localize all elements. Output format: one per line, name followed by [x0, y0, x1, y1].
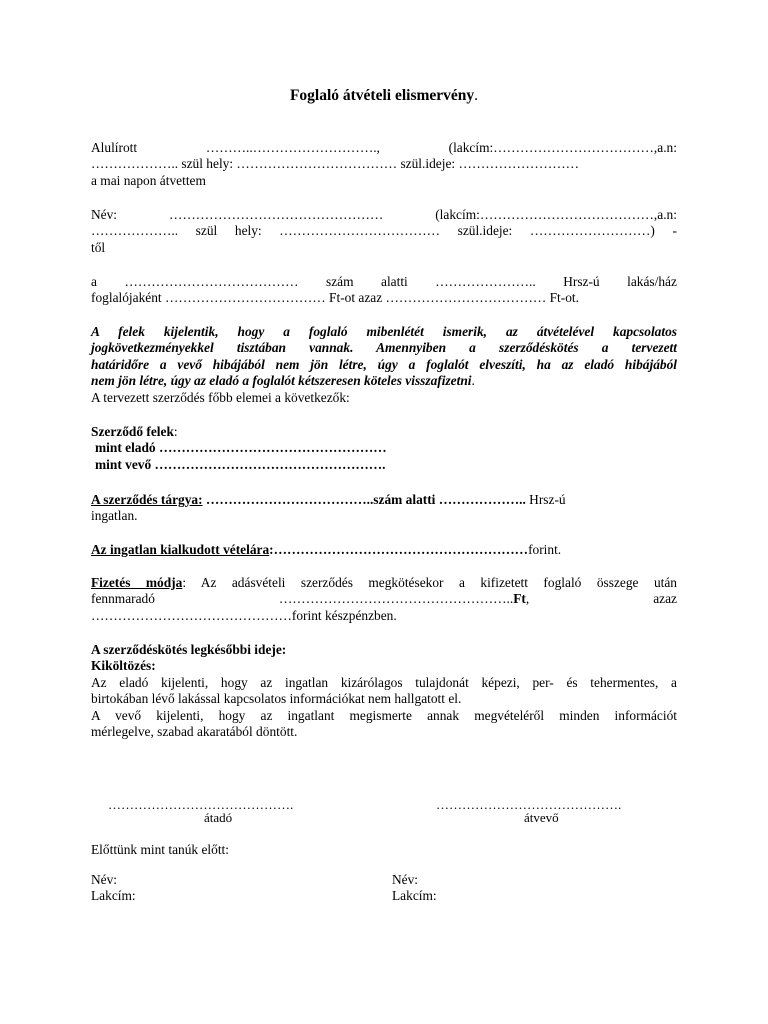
declaration-paragraph: [91, 324, 677, 406]
parties-section: [91, 424, 677, 473]
property-line-1: a ………………………………… szám alatti ………………….. Hrsz-ú lakás/ház: [91, 274, 677, 289]
payer-line-1: Név: ………………………………………… (lakcím:…………………………………,a.n:: [91, 207, 677, 222]
declaration-line-2: jogkövetkezményekkel tisztában vannak. Amennyiben a szerződéskötés a tervezett: [91, 340, 677, 356]
buyer-declaration-line-2: mérlegelve, szabad akaratából döntött.: [91, 724, 298, 740]
signature-caption-right: átvevő: [524, 810, 559, 825]
property-paragraph: [91, 274, 677, 307]
payment-line-2: fennmaradó ……………………………………………..Ft, azaz: [91, 591, 677, 607]
witnesses-intro: Előttünk mint tanúk előtt:: [91, 842, 229, 857]
payer-line-2: ……………….. szül hely: ……………………………… szül.ideje: ………………………) -: [91, 223, 677, 239]
subject-section: [91, 492, 677, 525]
payer-line-3: től: [91, 239, 106, 255]
price-line: Az ingatlan kialkudott vételára:…………………………………………………forint.: [91, 542, 562, 557]
witness-right-name: Név:: [392, 872, 419, 887]
moving-heading: Kiköltözés:: [91, 658, 156, 674]
witness-left-name: Név:: [91, 872, 118, 887]
payer-paragraph: [91, 207, 677, 256]
signature-caption-left: átadó: [204, 810, 233, 825]
price-section: [91, 542, 677, 558]
signature-line-right: …………………………………….: [436, 797, 622, 812]
receiver-line-3: a mai napon átvettem: [91, 172, 206, 188]
declaration-line-1: A felek kijelentik, hogy a foglaló mibenlétét ismerik, az átvételével kapcsolatos: [91, 324, 677, 339]
deadline-heading: A szerződéskötés legkésőbbi ideje:: [91, 642, 287, 657]
witness-right-address: Lakcím:: [392, 888, 437, 904]
subject-line-1: A szerződés tárgya: ………………………………..szám alatti ……………….. Hrsz-ú: [91, 492, 566, 507]
witness-left: [91, 872, 341, 905]
witness-left-address: Lakcím:: [91, 888, 136, 904]
declaration-line-3: határidőre a vevő hibájából nem jön létre, úgy a foglalót elveszíti, ha az eladó hibájából: [91, 356, 677, 372]
payment-line-3: ………………………………………forint készpénzben.: [91, 607, 397, 623]
seller-line: mint eladó ……………………………………………: [95, 440, 387, 456]
receiver-line-2: ……………….. szül hely: ……………………………… szül.ideje: ………………………: [91, 156, 579, 172]
buyer-declaration-line-1: A vevő kijelenti, hogy az ingatlant megismerte annak megvételéről minden információt: [91, 707, 677, 723]
buyer-line: mint vevő …………………………………………….: [95, 456, 386, 472]
declaration-line-4: nem jön létre, úgy az eladó a foglalót kétszeresen köteles visszafizetni.: [91, 373, 475, 389]
terms-section: [91, 642, 677, 740]
document-title: Foglaló átvételi elismervény.: [289, 87, 479, 104]
seller-declaration-line-2: birtokában lévő lakással kapcsolatos információkat nem hallgatott el.: [91, 691, 462, 707]
witness-right: [392, 872, 642, 905]
receiver-paragraph: [91, 140, 677, 189]
payment-section: [91, 575, 677, 624]
signature-line-left: …………………………………….: [108, 797, 294, 812]
payment-line-1: Fizetés módja: Az adásvételi szerződés megkötésekor a kifizetett foglaló összege után: [91, 575, 678, 590]
subject-line-2: ingatlan.: [91, 508, 138, 524]
parties-heading: Szerződő felek:: [91, 424, 178, 439]
property-line-2: foglalójaként ……………………………… Ft-ot azaz ……………………………… Ft-ot.: [91, 290, 579, 306]
receiver-line-1: Alulírott ………..………………………., (lakcím:………………………………,a.n:: [91, 140, 677, 155]
seller-declaration-line-1: Az eladó kijelenti, hogy az ingatlan kizárólagos tulajdonát képezi, per- és tehermentes, a: [91, 674, 677, 690]
contract-intro: A tervezett szerződés főbb elemei a következők:: [91, 389, 350, 405]
